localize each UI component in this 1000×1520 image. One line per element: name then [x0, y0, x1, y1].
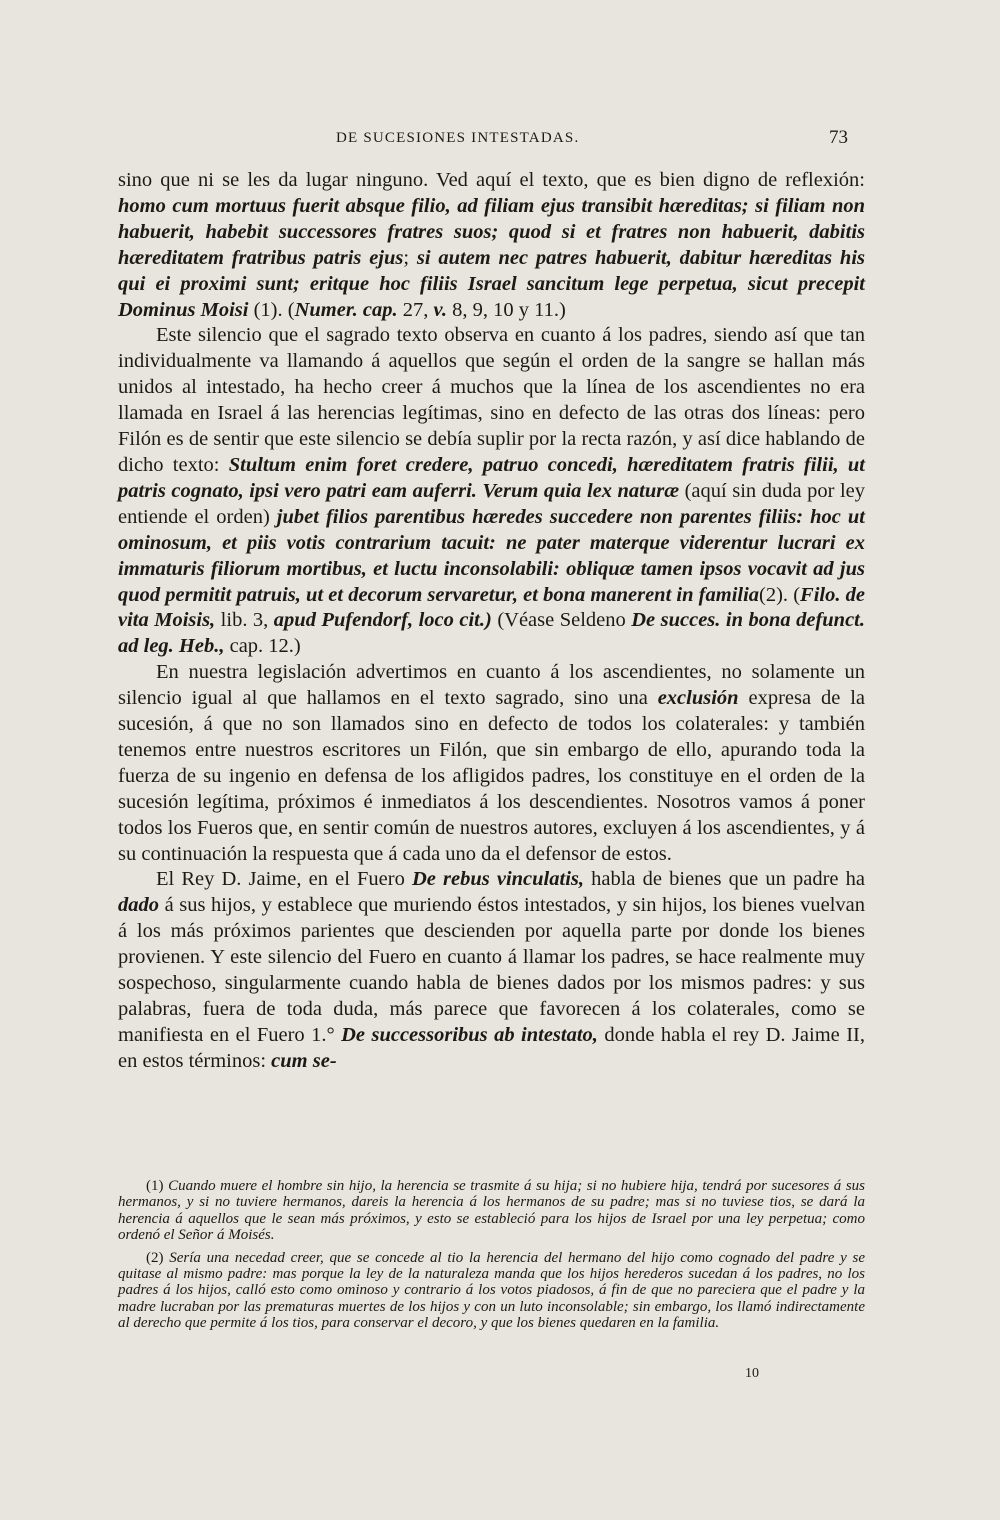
text-run: habla de bienes que un padre ha	[584, 868, 865, 891]
text-run: donde habla el rey D. Jaime II, en estos términos:	[118, 1023, 865, 1072]
citation: De rebus vinculatis,	[411, 868, 584, 891]
citation: De succes. in bona defunct. ad leg. Heb.,	[118, 609, 865, 658]
text-run: El Rey D. Jaime, en el Fuero	[156, 868, 412, 891]
printer-signature: 10	[745, 1366, 759, 1381]
latin-quote: Stultum enim foret credere, patruo concedi, hæreditatem fratris filii, ut patris cognato, ipsi vero patri eam auferri. Verum quia lex naturæ	[118, 453, 865, 502]
footnote-mark: (2)	[146, 1249, 164, 1266]
text-run: Este silencio que el sagrado texto observa en cuanto á los padres, siendo así que tan individualmente va llamando á aquellos que según el orden de la sangre se hallan más unidos al intestado, ha hecho creer á muchos que la línea de los ascendientes no era llamada en Israel á las herencias legítimas, sino en defecto de las otras dos líneas: pero Filón es de sentir que este silencio se debía suplir por la recta razón, y así dice hablando de dicho texto:	[118, 324, 865, 476]
citation: Filo. de vita Moisis,	[118, 583, 865, 632]
latin-quote: si autem nec patres habuerit, dabitur hæreditas his qui ei proximi sunt; eritque hoc filiis Israel sancitum lege perpetua, sicut precepit Dominus Moisi	[118, 246, 865, 321]
header-title: DE SUCESIONES INTESTADAS.	[336, 130, 580, 146]
footnote-mark: (1)	[146, 1178, 164, 1194]
footnote-1	[118, 1178, 865, 1244]
text-run: En nuestra legislación advertimos en cuanto á los ascendientes, no solamente un silencio igual al que hallamos en el texto sagrado, sino una	[118, 661, 865, 710]
citation: Numer. cap.	[294, 298, 398, 321]
citation: De successoribus ab intestato,	[341, 1023, 598, 1046]
paragraph	[118, 168, 865, 323]
footnote-text: Cuando muere el hombre sin hijo, la herencia se trasmite á su hija; si no hubiere hija, tendrá por sucesores á sus hermanos, y si no tuviere hermanos, dareis la herencia á los hermanos de su padre; mas si no tuviese tios, se dará la herencia á aquellos que le sean más próximos, y esto se estableció para los hijos de Israel por una ley perpetua; como ordenó el Señor á Moisés.	[118, 1178, 865, 1244]
footnotes	[118, 1178, 865, 1338]
latin-quote: homo cum mortuus fuerit absque filio, ad filiam ejus transibit hæreditas; si filiam non habuerit, habebit successores fratres suos; quod si et fratres non habuerit, dabitis hæreditatem fratribus patris ejus	[118, 194, 865, 269]
paragraph	[118, 323, 865, 660]
citation: v.	[433, 298, 447, 321]
text-run: (2). (	[759, 583, 801, 606]
text-run: (1). (	[248, 298, 295, 321]
text-run: cap. 12.)	[224, 635, 301, 658]
emphasis: exclusión	[657, 687, 739, 710]
text-run: lib. 3,	[215, 609, 274, 632]
text-run: 27,	[397, 298, 434, 321]
latin-quote: jubet filios parentibus hæredes succedere non parentes filiis: hoc ut ominosum, et piis votis contrarium tacuit: ne pater materque viderentur lucrari ex immaturis filiorum mortibus, et luctu inconsolabili: obliquæ tamen ipsos vocavit ad jus quod permitit patruis, ut et decorum servaretur, et bona manerent in familia	[118, 505, 866, 606]
text-run: ;	[403, 246, 417, 269]
footnote-2	[118, 1250, 865, 1332]
text-run: expresa de la sucesión, á que no son llamados sino en defecto de todos los colaterales: y también tenemos entre nuestros escritores un Filón, que sin embargo de ello, apurando toda la fuerza de su ingenio en defensa de los afligidos padres, los constituye en el orden de la sucesión legítima, próximos é inmediatos á los descendientes. Nosotros vamos á poner todos los Fueros que, en sentir común de nuestros autores, excluyen á los ascendientes, y á su continuación la respuesta que á cada uno da el defensor de estos.	[118, 687, 865, 865]
emphasis: dado	[118, 894, 159, 917]
page-number: 73	[829, 127, 848, 148]
paragraph	[118, 867, 865, 1074]
latin-quote: cum se-	[271, 1049, 337, 1072]
text-run: á sus hijos, y establece que muriendo éstos intestados, y sin hijos, los bienes vuelvan á los más próximos parientes que descienden por aquella parte por donde los bienes provienen. Y este silencio del Fuero en cuanto á llamar los padres, se hace realmente muy sospechoso, singularmente cuando habla de bienes dados por los mismos padres: y sus palabras, fuera de toda duda, más parece que favorecen á los colaterales, como se manifiesta en el Fuero 1.°	[118, 894, 865, 1046]
text-run: sino que ni se les da lugar ninguno. Ved aquí el texto, que es bien digno de reflexión:	[118, 169, 865, 191]
citation: apud Pufendorf, loco cit.)	[273, 609, 492, 632]
paragraph	[118, 660, 865, 867]
main-text	[118, 168, 865, 1075]
text-run: 8, 9, 10 y 11.)	[446, 298, 566, 321]
text-run: (Véase Seldeno	[491, 609, 632, 632]
text-run: (aquí sin duda por ley entiende el orden)	[118, 479, 865, 528]
footnote-text: Sería una necedad creer, que se concede al tio la herencia del hermano del hijo como cognado del padre y se quitase al mismo padre: mas porque la ley de la naturaleza manda que los hijos herederos sucedan á los padres, no los padres á los hijos, calló esto como ominoso y contrario á los votos piadosos, á fin de que no pareciera que el padre y la madre lucraban por las prematuras muertes de los hijos y con un luto inconsolable; sin embargo, los llamó indirectamente al derecho que permite á los tios, para conservar el decoro, y que los bienes quedaren en la familia.	[118, 1249, 865, 1332]
